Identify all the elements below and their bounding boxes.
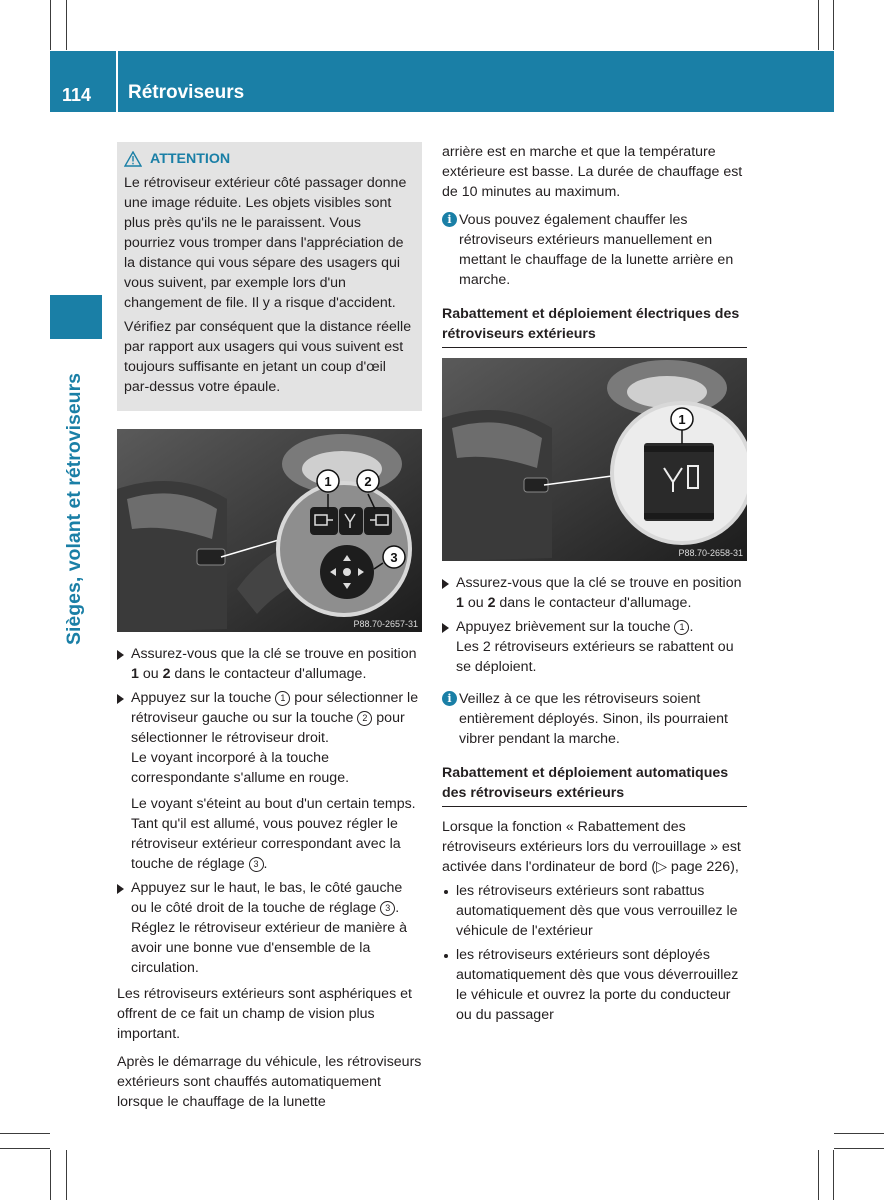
step-item: Appuyez sur la touche 1 pour sélectionner le rétroviseur gauche ou sur la touche 2 pour sélectionner le rétroviseur droit. Le voyant incorporé à la touche correspondante s'allume en rouge. Le voyant s'éteint au bout d'un certain temps. Tant qu'il est allumé, vous pouvez régler le rétroviseur extérieur correspondant avec la touche de réglage 3 . (117, 688, 422, 874)
warning-text: Le rétroviseur extérieur côté passager donne une image réduite. Les objets visibles sont plus près qu'ils ne le paraissent. Vous pourriez vous tromper dans l'appréciation de la distance qui vous sépare des usagers qui vous suivent, par exemple lors d'un changement de file. Il y a risque d'accident. (124, 175, 407, 311)
crop-mark (50, 1150, 51, 1200)
right-column (442, 142, 747, 1029)
callout-ref: 3 (380, 901, 395, 916)
warning-heading (124, 149, 414, 169)
chapter-label: Sièges, volant et rétroviseurs (63, 372, 85, 645)
crop-mark (0, 1148, 50, 1149)
warning-triangle-icon (124, 151, 142, 167)
step-arrow-icon (442, 623, 449, 633)
step-note: Le voyant incorporé à la touche correspondante s'allume en rouge. (131, 750, 350, 786)
callout-label: 2 (364, 474, 372, 489)
step-item: Appuyez brièvement sur la touche 1 . Les 2 rétroviseurs extérieurs se rabattent ou se déploient. (442, 617, 747, 677)
callout-ref: 1 (275, 691, 290, 706)
info-note: i Vous pouvez également chauffer les rétroviseurs extérieurs manuellement en mettant le chauffage de la lunette arrière en marche. (442, 210, 747, 290)
section-heading: Rabattement et déploiement automatiques des rétroviseurs extérieurs (442, 763, 747, 807)
step-note: Les 2 rétroviseurs extérieurs se rabattent ou se déploient. (456, 639, 734, 675)
callout-label: 3 (390, 550, 398, 565)
chapter-tab (50, 295, 102, 339)
list-item: les rétroviseurs extérieurs sont déployés automatiquement dès que vous déverrouillez le véhicule et ouvrez la porte du conducteur ou du passager (442, 945, 747, 1025)
figure-caption: P88.70-2657-31 (353, 619, 418, 629)
bullet-dot-icon (444, 890, 448, 894)
page-number: 114 (62, 85, 92, 105)
crop-mark (818, 1150, 819, 1200)
crop-mark (834, 1148, 884, 1149)
left-column (117, 142, 422, 1120)
crop-mark (834, 1133, 884, 1134)
info-icon: i (442, 212, 457, 227)
step-arrow-icon (117, 884, 124, 894)
callout-ref: 2 (357, 711, 372, 726)
warning-text: Vérifiez par conséquent que la distance réelle par rapport aux usagers qui vous suivent est toujours suffisante en jetant un coup d'œil par-dessus votre épaule. (124, 319, 412, 395)
info-note: i Veillez à ce que les rétroviseurs soient entièrement déployés. Sinon, ils pourraient vibrer pendant la marche. (442, 689, 747, 749)
step-arrow-icon (442, 579, 449, 589)
warning-box (117, 142, 422, 411)
callout-ref: 3 (249, 857, 264, 872)
crop-mark (66, 0, 67, 50)
step-item: Assurez-vous que la clé se trouve en position 1 ou 2 dans le contacteur d'allumage. (442, 573, 747, 613)
body-paragraph: Les rétroviseurs extérieurs sont asphériques et offrent de ce fait un champ de vision plus important. (117, 986, 412, 1042)
crop-mark (833, 0, 834, 50)
list-item: les rétroviseurs extérieurs sont rabattus automatiquement dès que vous verrouillez le véhicule de l'extérieur (442, 881, 747, 941)
step-arrow-icon (117, 650, 124, 660)
step-arrow-icon (117, 694, 124, 704)
body-paragraph: arrière est en marche et que la température extérieure est basse. La durée de chauffage est de 10 minutes au maximum. (442, 144, 743, 200)
crop-mark (0, 1133, 50, 1134)
crop-mark (50, 0, 51, 50)
crop-mark (66, 1150, 67, 1200)
figure-caption: P88.70-2658-31 (678, 548, 743, 558)
bullet-dot-icon (444, 954, 448, 958)
body-paragraph: Après le démarrage du véhicule, les rétroviseurs extérieurs sont chauffés automatiquement lorsque le chauffage de la lunette (117, 1054, 422, 1110)
body-paragraph: Lorsque la fonction « Rabattement des rétroviseurs extérieurs lors du verrouillage » est activée dans l'ordinateur de bord (▷ page 226), (442, 819, 741, 875)
callout-label: 1 (678, 412, 686, 427)
step-note: Le voyant s'éteint au bout d'un certain temps. Tant qu'il est allumé, vous pouvez régler le rétroviseur extérieur correspondant avec la touche de réglage 3 . (131, 796, 416, 872)
step-note: Réglez le rétroviseur extérieur de manière à avoir une bonne vue d'ensemble de la circulation. (131, 920, 407, 976)
door-panel-illustration (117, 429, 422, 632)
crop-mark (833, 1150, 834, 1200)
step-item: Assurez-vous que la clé se trouve en position 1 ou 2 dans le contacteur d'allumage. (117, 644, 422, 684)
door-panel-illustration (442, 358, 747, 561)
figure-mirror-controls (117, 429, 422, 632)
page-title: Rétroviseurs (128, 82, 245, 103)
warning-title: ATTENTION (150, 151, 231, 167)
step-item: Appuyez sur le haut, le bas, le côté gauche ou le côté droit de la touche de réglage 3 . Réglez le rétroviseur extérieur de manière à avoir une bonne vue d'ensemble de la circulation. (117, 878, 422, 978)
page-header (50, 51, 834, 112)
callout-ref: 1 (674, 620, 689, 635)
crop-mark (818, 0, 819, 50)
info-icon: i (442, 691, 457, 706)
section-heading: Rabattement et déploiement électriques des rétroviseurs extérieurs (442, 304, 747, 348)
header-divider (116, 51, 118, 112)
callout-label: 1 (324, 474, 332, 489)
figure-mirror-fold-button (442, 358, 747, 561)
